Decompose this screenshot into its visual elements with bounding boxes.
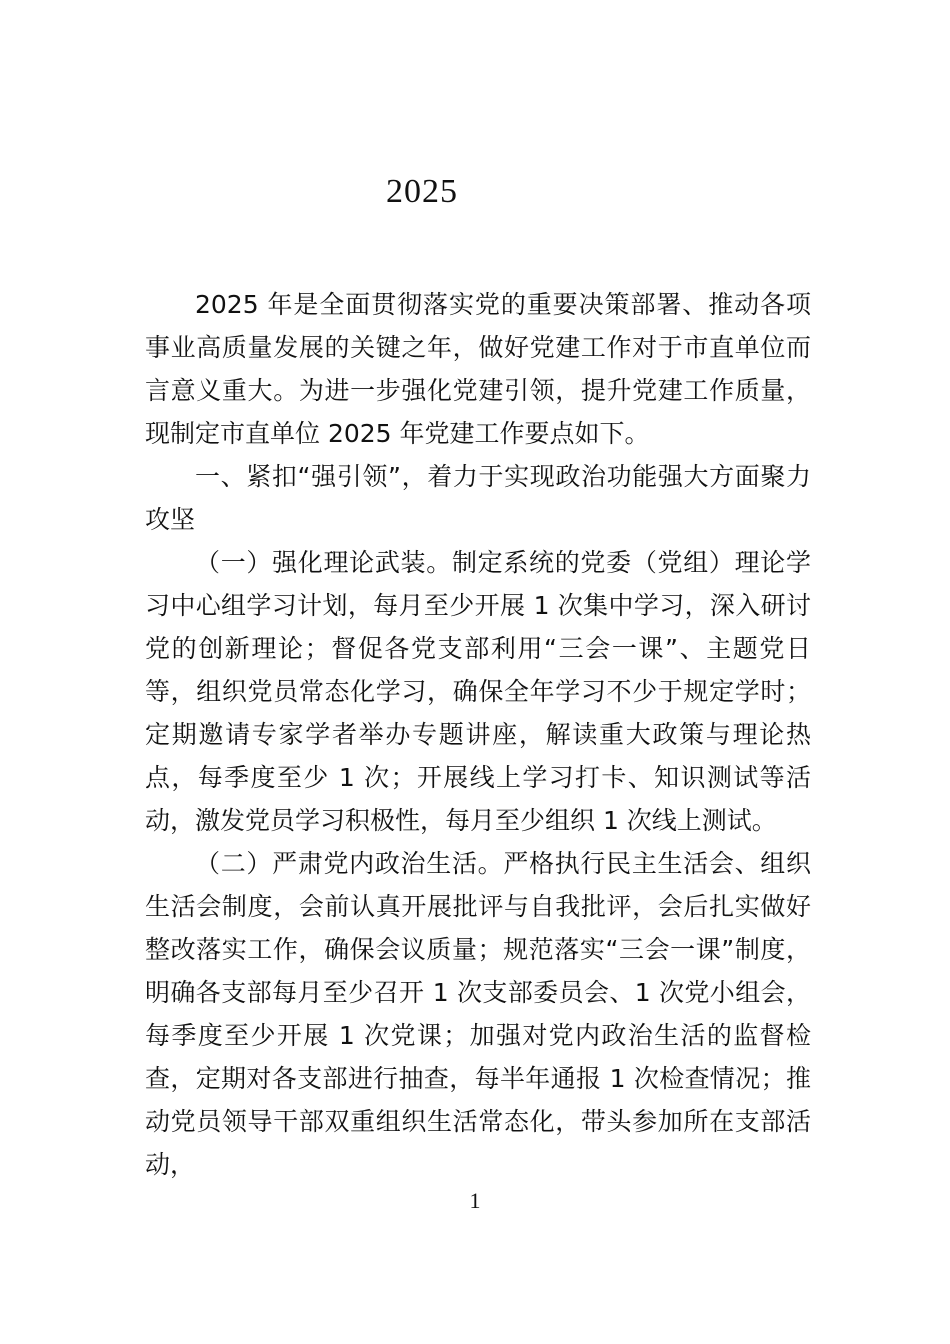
document-body bbox=[145, 283, 811, 1186]
page-number: 1 bbox=[469, 1188, 481, 1213]
subsection-paragraph: （一）强化理论武装。制定系统的党委（党组）理论学习中心组学习计划，每月至少开展 1 次集中学习，深入研讨党的创新理论；督促各党支部利用“三会一课”、主题党日等，组织党员常态化学习，确保全年学习不少于规定学时；定期邀请专家学者举办专题讲座，解读重大政策与理论热点，每季度至少 1 次；开展线上学习打卡、知识测试等活动，激发党员学习积极性，每月至少组织 1 次线上测试。 bbox=[145, 548, 811, 835]
document-title: 2025 bbox=[386, 173, 458, 210]
intro-paragraph: 2025 年是全面贯彻落实党的重要决策部署、推动各项事业高质量发展的关键之年，做好党建工作对于市直单位而言意义重大。为进一步强化党建引领，提升党建工作质量，现制定市直单位 2025 年党建工作要点如下。 bbox=[145, 290, 811, 448]
subsection-paragraph: （二）严肃党内政治生活。严格执行民主生活会、组织生活会制度，会前认真开展批评与自我批评，会后扎实做好整改落实工作，确保会议质量；规范落实“三会一课”制度，明确各支部每月至少召开 1 次支部委员会、1 次党小组会，每季度至少开展 1 次党课；加强对党内政治生活的监督检查，定期对各支部进行抽查，每半年通报 1 次检查情况；推动党员领导干部双重组织生活常态化，带头参加所在支部活动， bbox=[145, 849, 811, 1179]
section-heading: 一、紧扣“强引领”，着力于实现政治功能强大方面聚力攻坚 bbox=[145, 462, 811, 534]
